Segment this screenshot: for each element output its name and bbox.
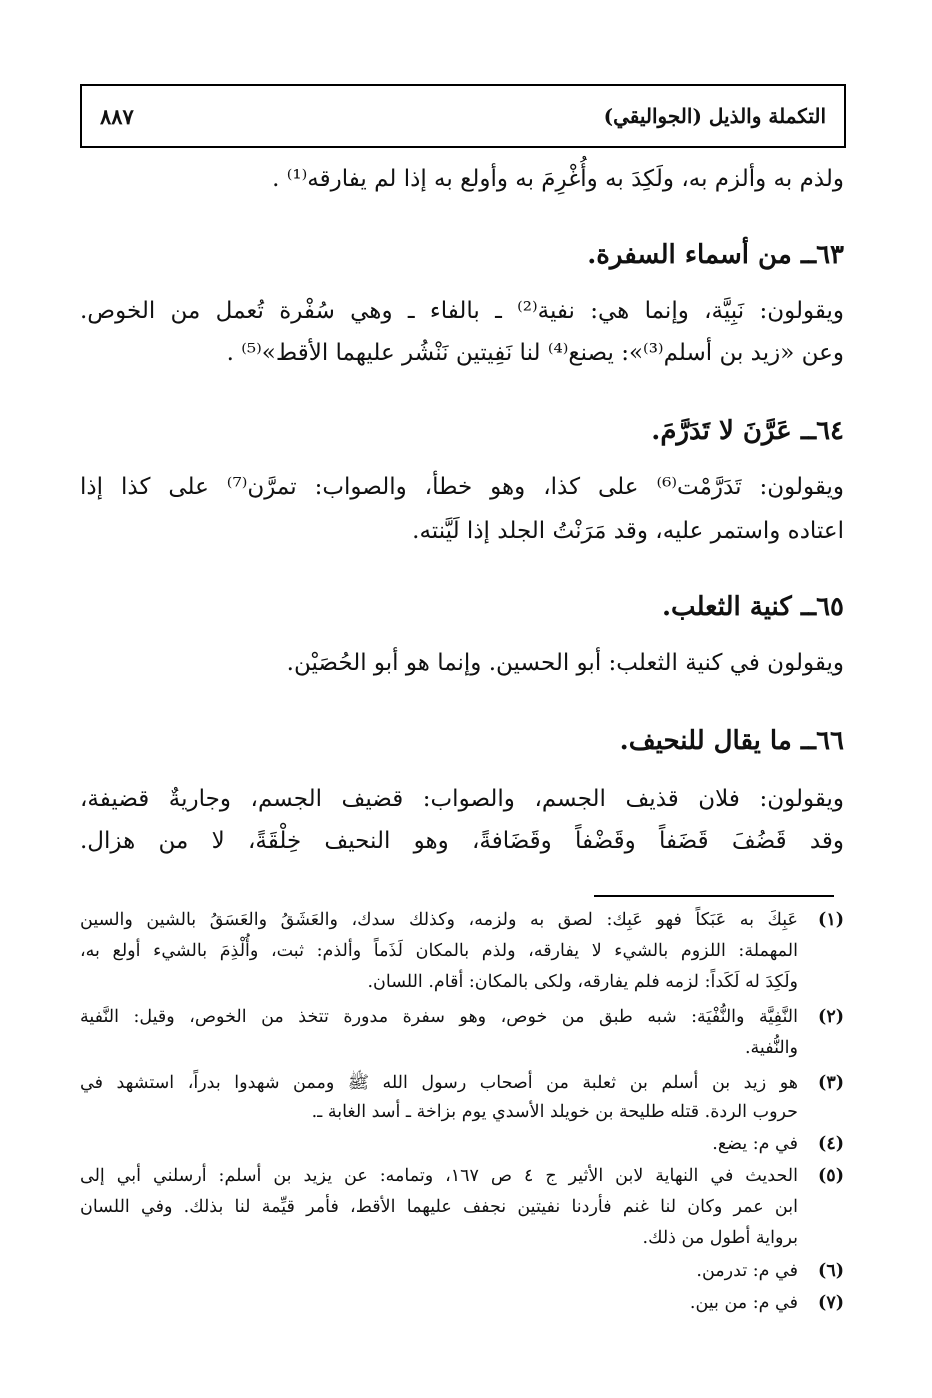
- footnote-text: عَبِكَ به عَبَكاً فهو عَبِك: لصق به ولزمه، وكذلك سدك، والعَشَقُ والعَسَقُ بالشين والسين: [80, 910, 798, 930]
- footnote-line: [80, 1166, 844, 1186]
- footnote-divider: [594, 895, 834, 897]
- body-line: ولذم به وألزم به، ولَكِدَ به وأُغْرِمَ به وأولع به إذا لم يفارقه⁽¹⁾ .: [272, 166, 844, 192]
- body-line: ويقولون: تَدَرَّمْت⁽⁶⁾ على كذا، وهو خطأ، والصواب: تمرَّن⁽⁷⁾ على كذا إذا: [80, 474, 845, 500]
- footnote-number: (٤): [818, 1134, 844, 1154]
- section-heading: ٦٥ــ كنية الثعلب.: [661, 592, 844, 622]
- body-line: وقد قَضُفَ قَضَفاً وقَضْفاً وقَضَافةً، وهو النحيف خِلْقَةً، لا من هزال.: [80, 828, 844, 854]
- footnote-line: المهملة: اللزوم بالشيء لا يفارقه، ولذم بالمكان لَذَماً وألذم: ثبت، وأُلْذِمَ بالشيء أولع به،: [80, 941, 798, 961]
- footnote-text: النَّفِيَّة والنُّفْيَة: شبه طبق من خوص، وهو سفرة مدورة تتخذ من الخوص، وقيل: النَّفية: [80, 1007, 798, 1027]
- footnote-line: [80, 910, 844, 930]
- footnote-number: (١): [818, 910, 844, 930]
- running-header: [80, 84, 846, 148]
- page-number: ٨٨٧: [100, 103, 134, 129]
- section-heading: ٦٣ــ من أسماء السفرة.: [587, 240, 844, 270]
- footnote-line: [80, 1071, 844, 1097]
- section-heading: ٦٦ــ ما يقال للنحيف.: [619, 726, 844, 756]
- footnote-line: ابن عمر وكان لنا غنم فأردنا نفيتين نجفف عليهما الأقط، فأمر قيِّمة لنا بذلك. وفي اللسان: [80, 1197, 798, 1217]
- section-heading: ٦٤ــ عَرَّنَ لا تَدَرَّمَ.: [651, 416, 844, 446]
- footnote-line: حروب الردة. قتله طليحة بن خويلد الأسدي يوم بزاخة ـ أسد الغابة ـ.: [311, 1102, 798, 1122]
- body-line: ويقولون: فلان قذيف الجسم، والصواب: قضيف الجسم، وجاريةٌ قضيفة،: [80, 786, 844, 812]
- footnote-text: هو زيد بن أسلم بن ثعلبة من أصحاب رسول الله ﷺ وممن شهدوا بدراً، استشهد في: [80, 1073, 798, 1093]
- footnote-line: والنُّفية.: [744, 1038, 798, 1058]
- body-line: اعتاده واستمر عليه، وقد مَرَنْتُ الجلد إذا لَيَّنته.: [412, 518, 844, 544]
- footnote-line: ولَكِدَ له لَكَداً: لزمه فلم يفارقه، ولكى بالمكان: أقام. اللسان.: [367, 972, 798, 992]
- footnote-text: في م: يضع.: [712, 1134, 798, 1154]
- footnote-line: [80, 1293, 844, 1313]
- body-line: ويقولون في كنية الثعلب: أبو الحسين. وإنما هو أبو الحُصَيْن.: [286, 650, 844, 676]
- footnote-line: [80, 1261, 844, 1281]
- running-title: التكملة والذيل (الجواليقي): [603, 104, 826, 128]
- footnote-text: في م: تدرمن.: [696, 1261, 798, 1281]
- footnote-text: الحديث في النهاية لابن الأثير ج ٤ ص ١٦٧، وتمامه: عن يزيد بن أسلم: أرسلني أبي إلى: [80, 1166, 798, 1186]
- body-line: وعن «زيد بن أسلم⁽³⁾»: يصنع⁽⁴⁾ لنا نَفِيتين نَنْشُر عليهما الأقط»⁽⁵⁾ .: [226, 340, 844, 366]
- footnote-number: (٣): [818, 1073, 844, 1093]
- footnote-text: في م: من بين.: [689, 1293, 798, 1313]
- footnote-number: (٢): [818, 1007, 844, 1027]
- footnote-number: (٦): [818, 1261, 844, 1281]
- footnote-line: [80, 1134, 844, 1154]
- footnote-number: (٧): [818, 1293, 844, 1313]
- footnote-line: [80, 1007, 844, 1027]
- footnote-line: برواية أطول من ذلك.: [642, 1228, 798, 1248]
- body-line: ويقولون: نَبِيَّة، وإنما هي: نفية⁽²⁾ ـ بالفاء ـ وهي سُفْرة تُعمل من الخوص.: [80, 298, 845, 324]
- footnote-number: (٥): [818, 1166, 844, 1186]
